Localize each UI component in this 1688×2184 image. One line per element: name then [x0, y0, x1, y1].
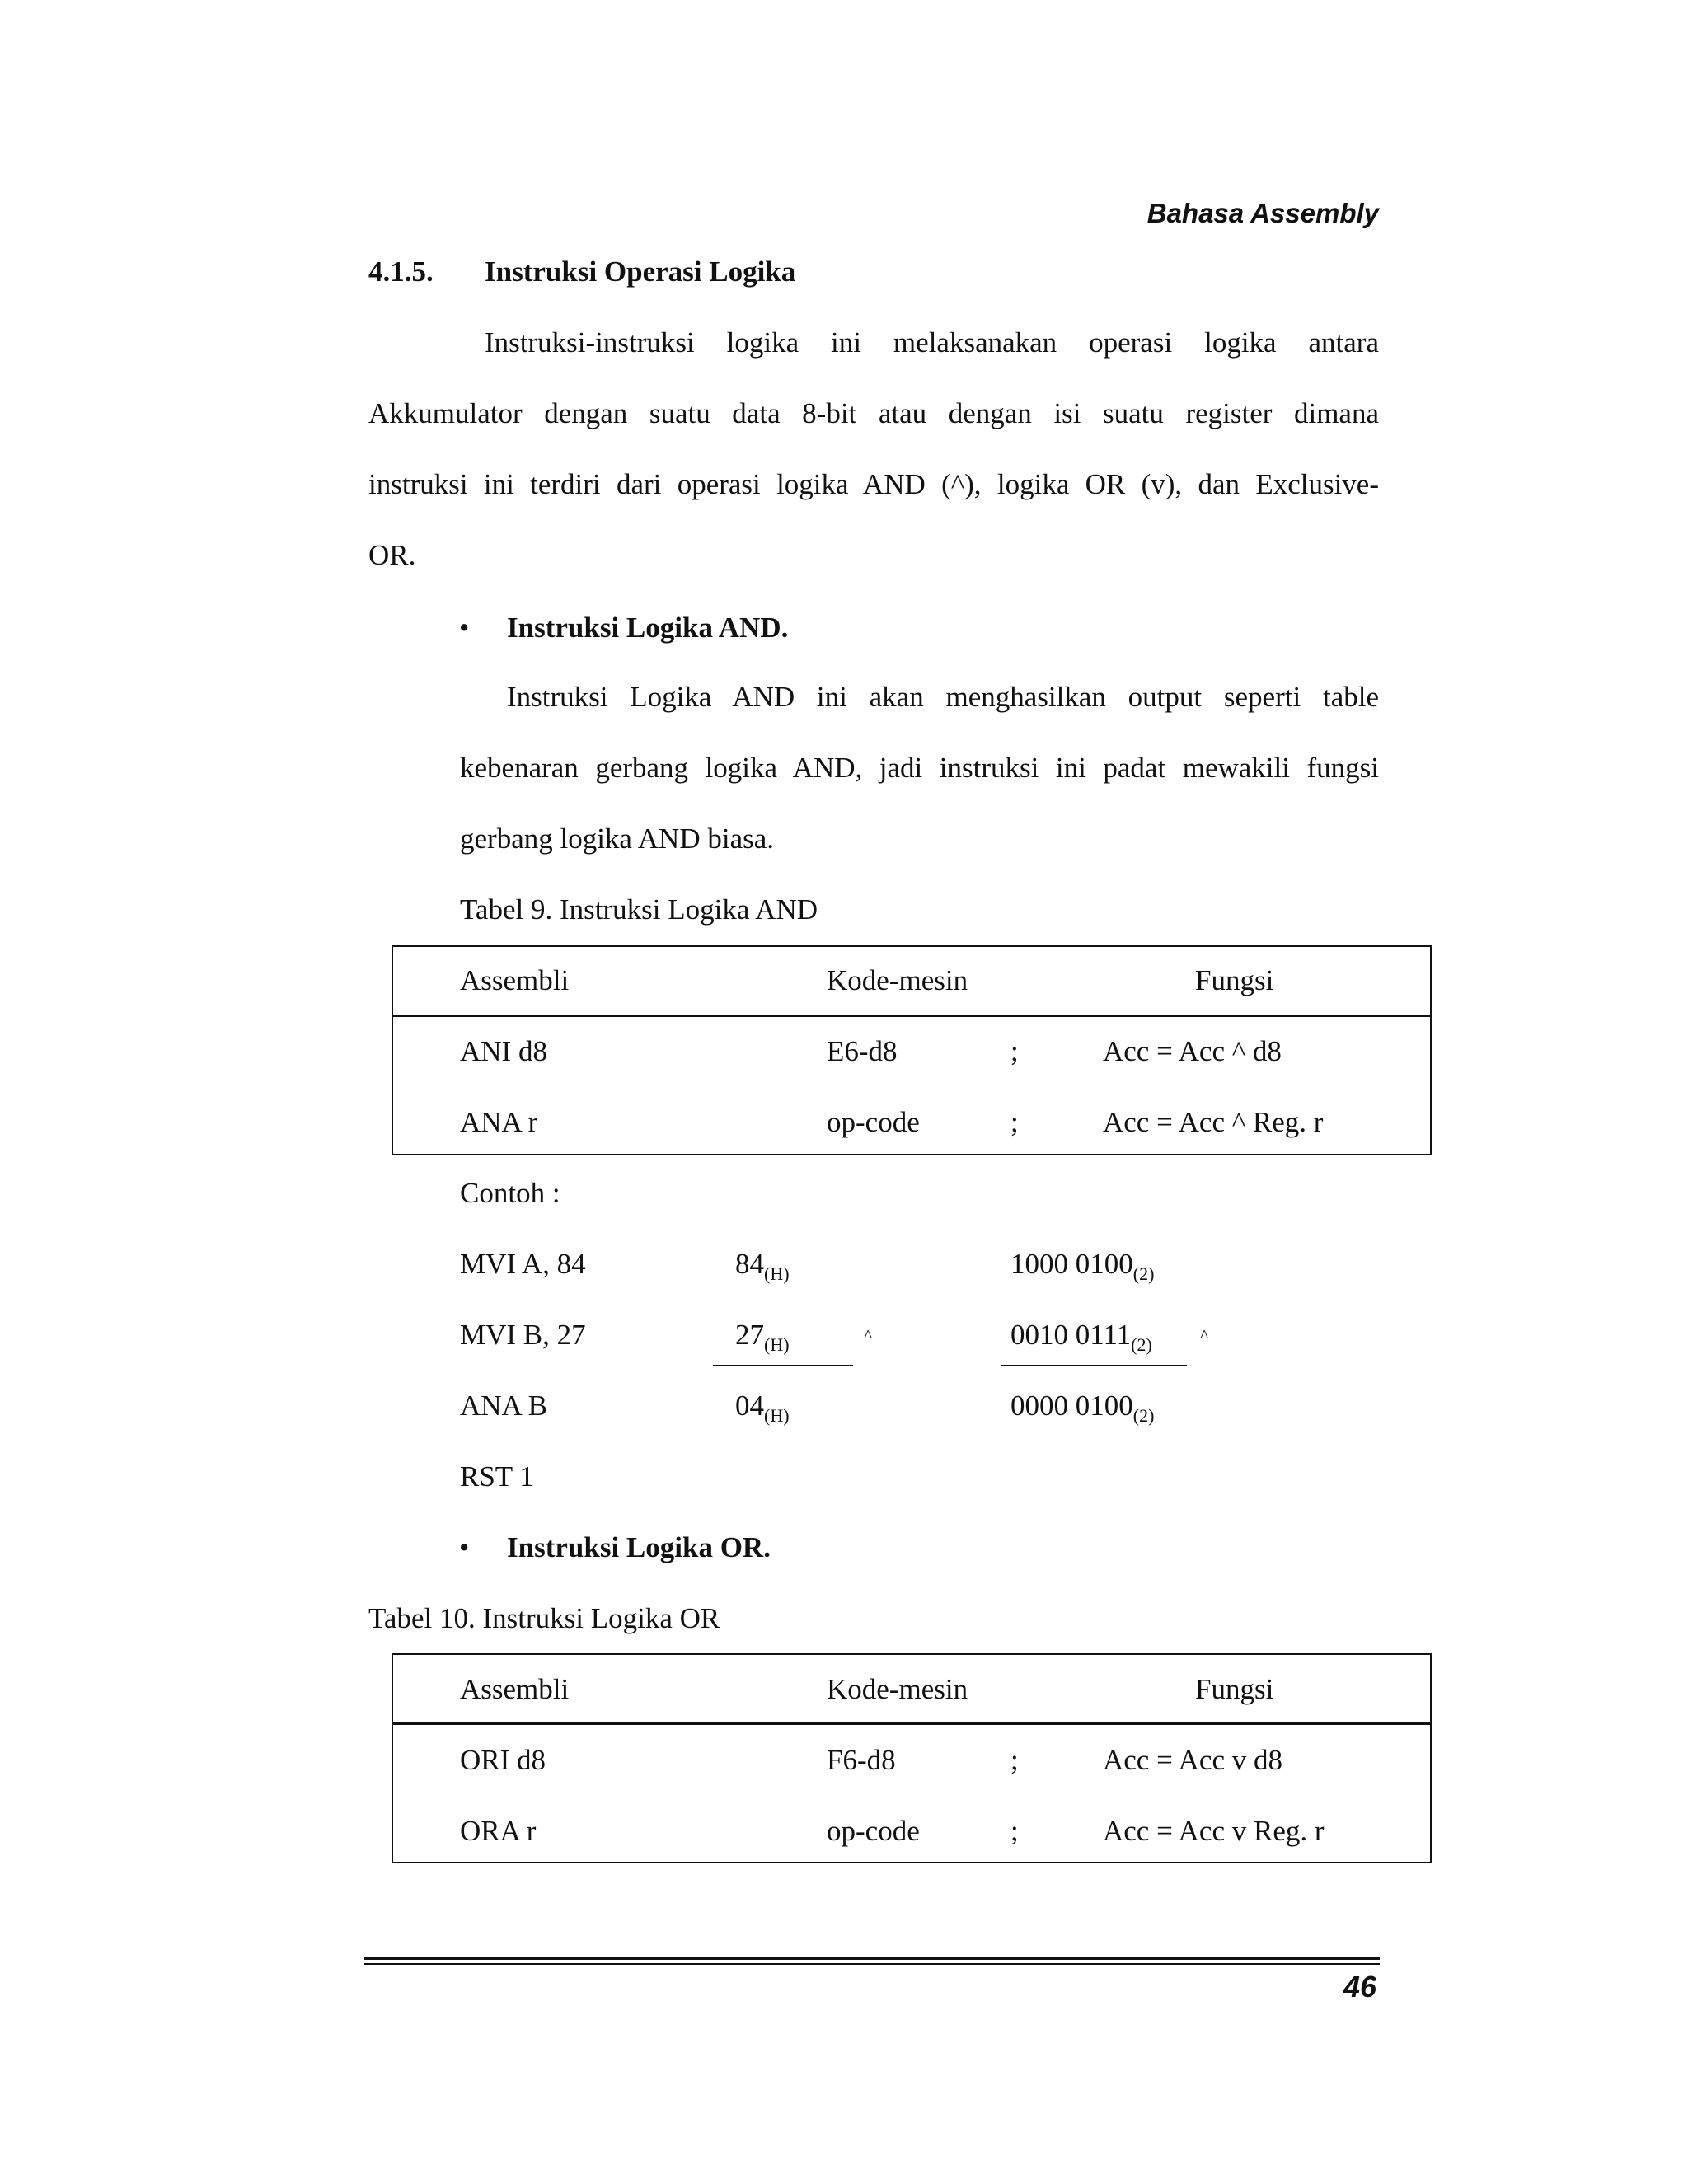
- example-row1-hex: $84_{(H)}$: [735, 1248, 790, 1284]
- table-and-row2-sep: ;: [1010, 1106, 1019, 1138]
- section-number: 4.1.5.: [368, 255, 434, 288]
- table-or-row1-assembli: ORI d8: [460, 1744, 546, 1776]
- table-and-row1-sep: ;: [1010, 1035, 1019, 1067]
- example-label: Contoh :: [460, 1177, 560, 1209]
- running-header: Bahasa Assembly: [1146, 198, 1379, 228]
- section-title: Instruksi Operasi Logika: [485, 255, 796, 288]
- example-row2-bin: 0010 $0111_{(2)}$: [1010, 1319, 1152, 1355]
- example-last: RST 1: [460, 1460, 534, 1493]
- table-and-row2-kode: op-code: [827, 1106, 920, 1138]
- example-bin-sum-rule: [1001, 1365, 1187, 1366]
- example-row2-hex: $27_{(H)}$: [735, 1319, 790, 1355]
- and-section-title: Instruksi Logika AND.: [507, 612, 789, 644]
- table-and-row2-fungsi: Acc = Acc ^ Reg. r: [1103, 1106, 1324, 1138]
- or-bullet: •: [459, 1531, 470, 1563]
- table-or-header-assembli: Assembli: [460, 1673, 570, 1705]
- and-line-3: gerbang logika AND biasa.: [460, 823, 775, 855]
- table-and-row1-fungsi: Acc = Acc ^ d8: [1103, 1035, 1282, 1067]
- footer-rule-thin: [364, 1963, 1380, 1965]
- table-or-row2-kode: op-code: [827, 1815, 920, 1847]
- table-or-caption: Tabel 10. Instruksi Logika OR: [368, 1602, 720, 1634]
- example-row2-bin-operator: ^: [1200, 1325, 1209, 1346]
- table-or-header-rule: [393, 1722, 1430, 1725]
- table-or-row2-sep: ;: [1010, 1815, 1019, 1847]
- and-bullet: •: [459, 612, 470, 644]
- example-row2-hex-operator: ^: [864, 1325, 873, 1346]
- table-or-row1-sep: ;: [1010, 1744, 1019, 1776]
- table-and-row1-assembli: ANI d8: [460, 1035, 547, 1067]
- footer-rule-thick: [364, 1957, 1380, 1960]
- table-and-row2-assembli: ANA r: [460, 1106, 538, 1138]
- example-row2-instr: MVI B, 27: [460, 1319, 586, 1351]
- and-line-2: kebenaran gerbang logika AND, jadi instruksi ini padat mewakili fungsi: [460, 752, 1379, 784]
- example-row3-instr: ANA B: [460, 1390, 547, 1422]
- table-or-header-kode: Kode-mesin: [827, 1673, 968, 1705]
- example-row1-bin: 1000 $0100_{(2)}$: [1010, 1248, 1155, 1284]
- table-and-header-assembli: Assembli: [460, 964, 570, 996]
- example-row1-instr: MVI A, 84: [460, 1248, 586, 1280]
- example-row3-bin: 0000 $0100_{(2)}$: [1010, 1390, 1155, 1426]
- or-section-title: Instruksi Logika OR.: [507, 1531, 771, 1563]
- example-hex-sum-rule: [713, 1365, 853, 1366]
- page-number: 46: [1343, 1970, 1376, 2004]
- table-or-row2-fungsi: Acc = Acc v Reg. r: [1103, 1815, 1325, 1847]
- table-and-header-fungsi: Fungsi: [1195, 964, 1274, 996]
- table-or-row1-fungsi: Acc = Acc v d8: [1103, 1744, 1282, 1776]
- table-or-header-fungsi: Fungsi: [1195, 1673, 1274, 1705]
- example-row3-hex: $04_{(H)}$: [735, 1390, 790, 1426]
- intro-line-1: Instruksi-instruksi logika ini melaksanakan operasi logika antara: [485, 326, 1379, 359]
- table-and-header-rule: [393, 1015, 1430, 1017]
- table-and-header-kode: Kode-mesin: [827, 964, 968, 996]
- table-or-row1-kode: F6-d8: [827, 1744, 896, 1776]
- table-and-row1-kode: E6-d8: [827, 1035, 898, 1067]
- intro-line-3: instruksi ini terdiri dari operasi logika AND (^), logika OR (v), dan Exclusive-: [368, 468, 1379, 500]
- intro-line-4: OR.: [368, 539, 416, 571]
- and-line-1: Instruksi Logika AND ini akan menghasilkan output seperti table: [507, 681, 1379, 713]
- intro-line-2: Akkumulator dengan suatu data 8-bit atau dengan isi suatu register dimana: [368, 397, 1379, 429]
- table-or-row2-assembli: ORA r: [460, 1815, 537, 1847]
- table-and-caption: Tabel 9. Instruksi Logika AND: [460, 893, 818, 926]
